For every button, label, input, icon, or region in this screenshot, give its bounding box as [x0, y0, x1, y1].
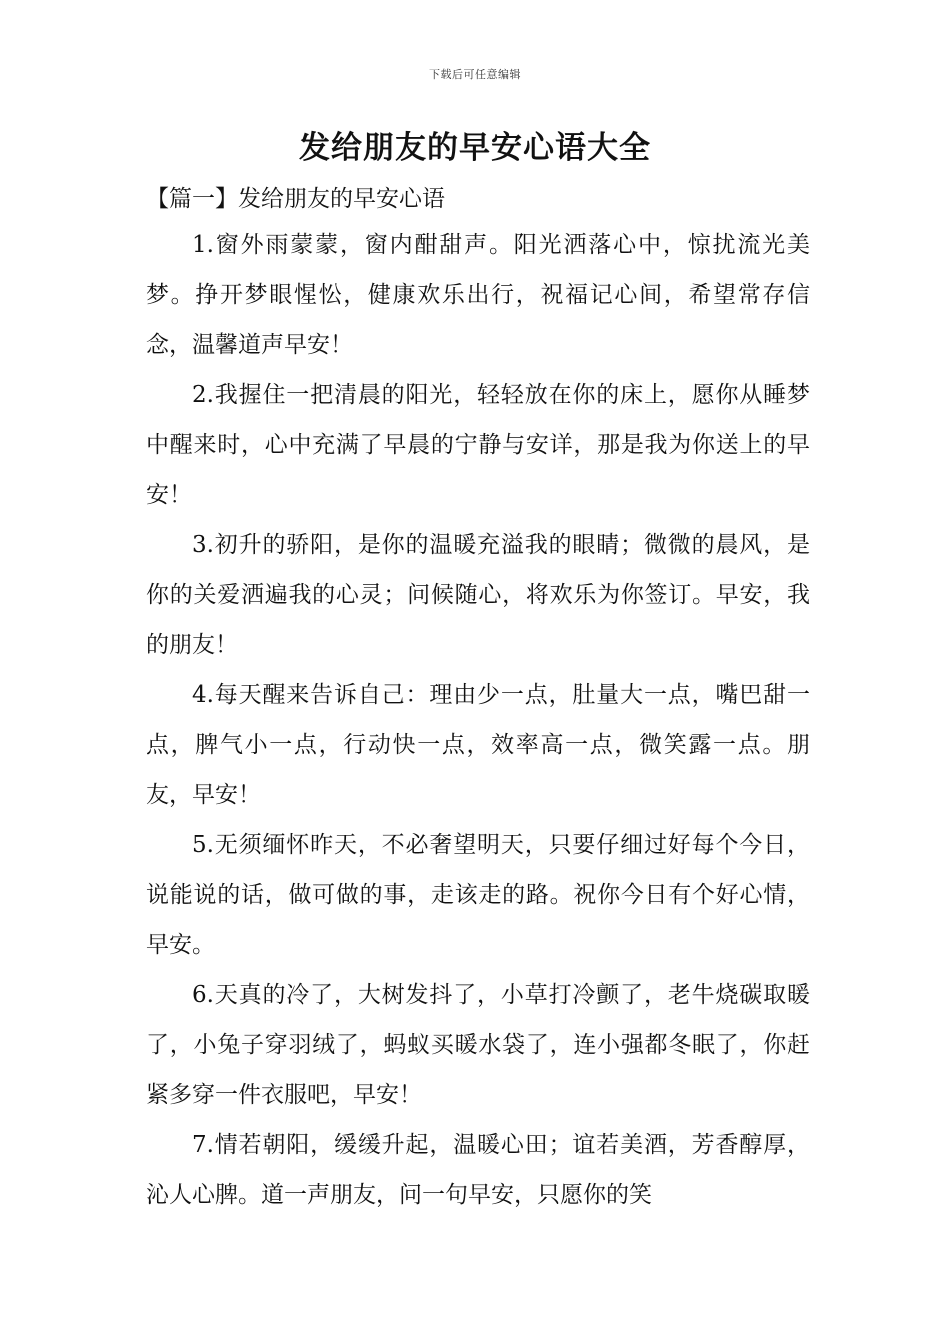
paragraph-3: 3.初升的骄阳，是你的温暖充溢我的眼睛；微微的晨风，是你的关爱洒遍我的心灵；问候随心，将欢乐为你签订。早安，我的朋友！: [146, 532, 810, 658]
paragraph-7: 7.情若朝阳，缓缓升起，温暖心田；谊若美酒，芳香醇厚，沁人心脾。道一声朋友，问一句早安，只愿你的笑: [146, 1132, 810, 1208]
header-note: 下载后可任意编辑: [429, 68, 521, 81]
paragraph-1: 1.窗外雨蒙蒙，窗内酣甜声。阳光洒落心中，惊扰流光美梦。挣开梦眼惺忪，健康欢乐出行，祝福记心间，希望常存信念，温馨道声早安！: [146, 232, 810, 358]
paragraph-6: 6.天真的冷了，大树发抖了，小草打冷颤了，老牛烧碳取暖了，小兔子穿羽绒了，蚂蚁买暖水袋了，连小强都冬眠了，你赶紧多穿一件衣服吧，早安！: [146, 982, 810, 1108]
document-body: [146, 178, 810, 1220]
paragraph-5: 5.无须缅怀昨天，不必奢望明天，只要仔细过好每个今日，说能说的话，做可做的事，走该走的路。祝你今日有个好心情，早安。: [146, 832, 810, 958]
document-title: 发给朋友的早安心语大全: [299, 130, 651, 166]
paragraph-4: 4.每天醒来告诉自己：理由少一点，肚量大一点，嘴巴甜一点，脾气小一点，行动快一点，效率高一点，微笑露一点。朋友，早安！: [146, 682, 810, 808]
paragraph-2: 2.我握住一把清晨的阳光，轻轻放在你的床上，愿你从睡梦中醒来时，心中充满了早晨的宁静与安详，那是我为你送上的早安！: [146, 382, 810, 508]
section-heading: 【篇一】发给朋友的早安心语: [146, 186, 445, 212]
